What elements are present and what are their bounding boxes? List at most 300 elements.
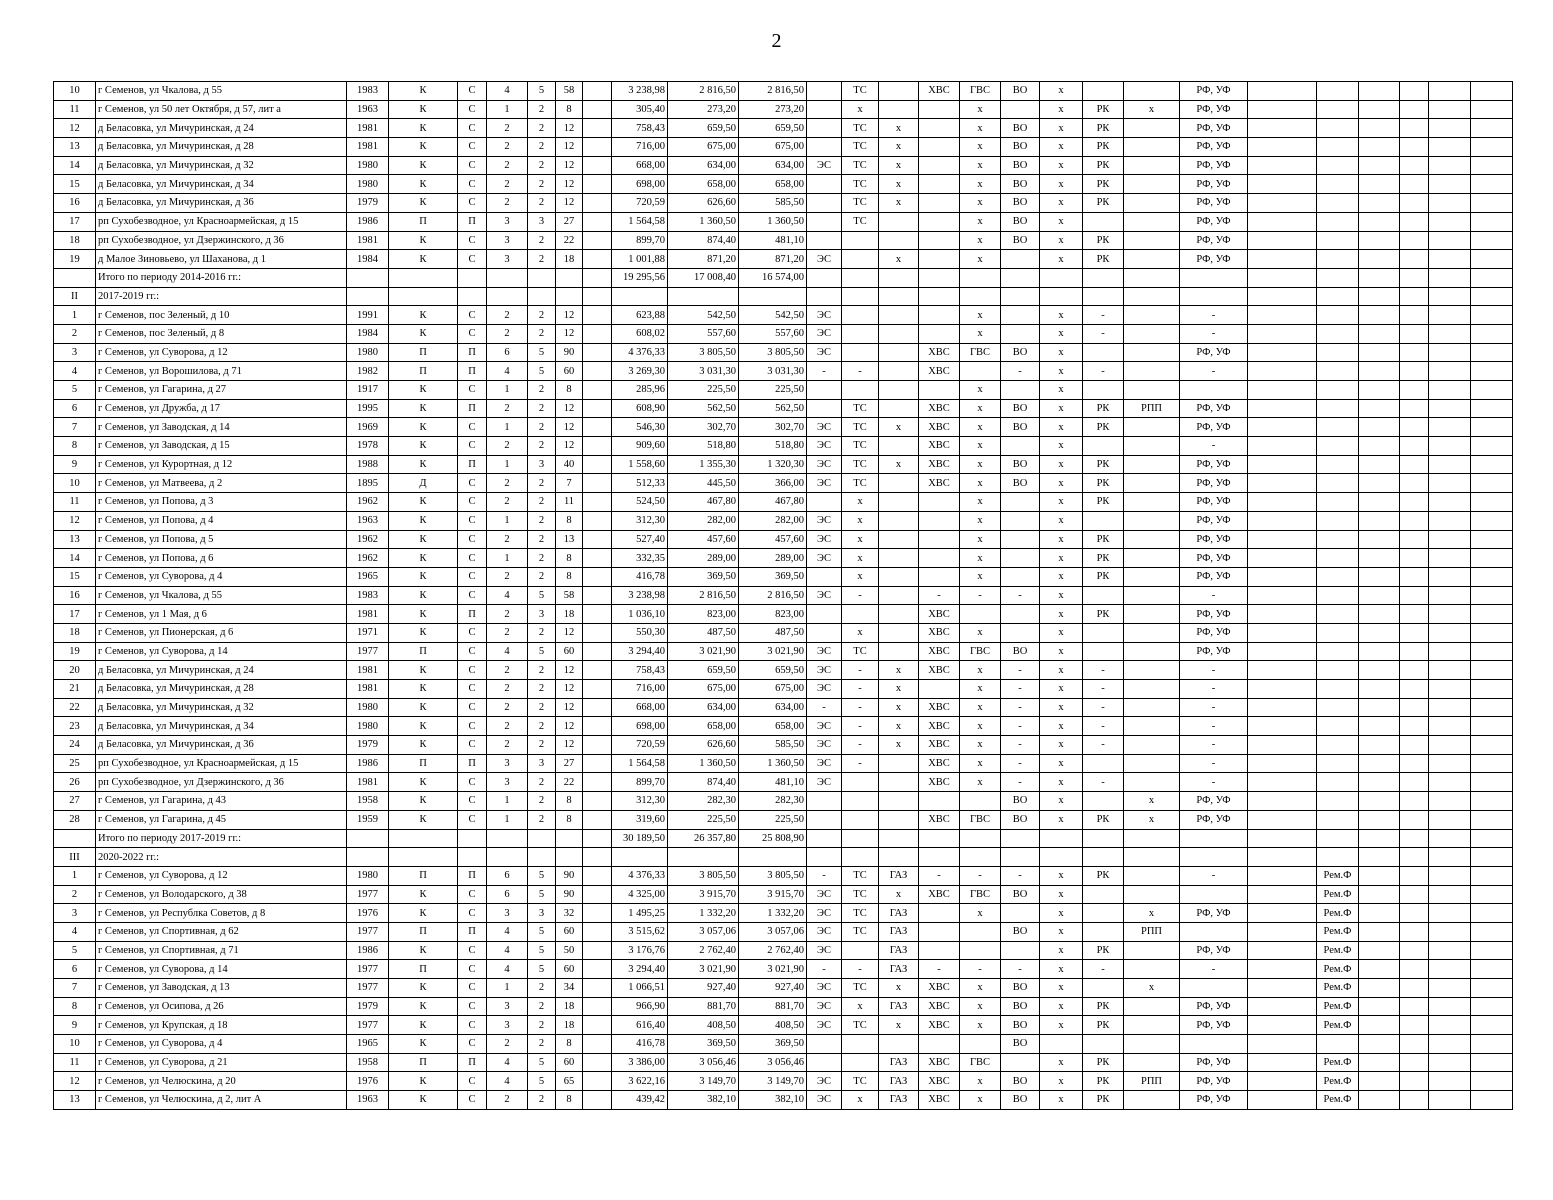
cell-elevator-works: РК (1083, 250, 1124, 269)
cell-extra-4 (1429, 960, 1471, 979)
cell-extra-4 (1429, 1053, 1471, 1072)
cell-entrances: 2 (528, 474, 556, 493)
cell-address: рп Сухобезводное, ул Дзержинского, д 36 (96, 773, 347, 792)
cell-row-number: 23 (54, 717, 96, 736)
cell-roof-type: С (458, 717, 487, 736)
cell-row-number: 9 (54, 1016, 96, 1035)
cell-extra-4 (1429, 511, 1471, 530)
cell-elevator-works (1083, 437, 1124, 456)
cell-entrances (528, 287, 556, 306)
cell-floors: 1 (487, 792, 528, 811)
cell-fund (1317, 493, 1359, 512)
cell-hot-water: х (960, 511, 1001, 530)
cell-roof-works: х (1040, 156, 1083, 175)
cell-fund (1317, 138, 1359, 157)
cell-heat-supply: - (842, 698, 879, 717)
cell-fund (1317, 698, 1359, 717)
cell-facade-works (1180, 979, 1248, 998)
cell-extra-5 (1471, 680, 1513, 699)
cell-cold-water: ХВС (919, 418, 960, 437)
cell-heat-supply: ТС (842, 437, 879, 456)
cell-roof-works: х (1040, 922, 1083, 941)
cell-extra-5 (1471, 493, 1513, 512)
cell-hot-water: х (960, 324, 1001, 343)
cell-extra-3 (1400, 848, 1429, 867)
cell-fund (1317, 474, 1359, 493)
cell-cold-water: ХВС (919, 1016, 960, 1035)
cell-heat-supply (842, 810, 879, 829)
cell-extra-2 (1359, 362, 1400, 381)
cell-extra-5 (1471, 156, 1513, 175)
cell-extra-2 (1359, 511, 1400, 530)
cell-basement-works (1124, 455, 1180, 474)
cell-sewerage (1001, 268, 1040, 287)
cell-roof-type: С (458, 381, 487, 400)
cell-hot-water: ГВС (960, 343, 1001, 362)
cell-address: д Беласовка, ул Мичуринская, д 28 (96, 680, 347, 699)
cell-extra-3 (1400, 138, 1429, 157)
table-row (54, 549, 1513, 568)
cell-extra-5 (1471, 885, 1513, 904)
cell-area-living: 626,60 (668, 194, 739, 213)
cell-fund (1317, 418, 1359, 437)
cell-hot-water: х (960, 904, 1001, 923)
spacer-cell (583, 250, 612, 269)
cell-extra-1 (1248, 549, 1317, 568)
cell-wall-material: К (389, 605, 458, 624)
cell-roof-works: х (1040, 119, 1083, 138)
cell-cold-water (919, 212, 960, 231)
cell-facade-works: - (1180, 866, 1248, 885)
cell-area-total: 899,70 (612, 773, 668, 792)
cell-extra-3 (1400, 362, 1429, 381)
cell-extra-4 (1429, 642, 1471, 661)
cell-roof-type: С (458, 474, 487, 493)
cell-roof-works: х (1040, 362, 1083, 381)
cell-roof-type: С (458, 418, 487, 437)
cell-address: г Семенов, ул Чкалова, д 55 (96, 586, 347, 605)
cell-facade-works: РФ, УФ (1180, 175, 1248, 194)
cell-power-supply: ЭС (807, 997, 842, 1016)
cell-sewerage (1001, 250, 1040, 269)
cell-year-built: 1981 (347, 119, 389, 138)
cell-year-built: 1982 (347, 362, 389, 381)
cell-power-supply: ЭС (807, 754, 842, 773)
cell-basement-works (1124, 773, 1180, 792)
cell-extra-5 (1471, 175, 1513, 194)
cell-power-supply: ЭС (807, 642, 842, 661)
cell-area-residential: 16 574,00 (739, 268, 807, 287)
cell-fund (1317, 437, 1359, 456)
cell-area-residential: 881,70 (739, 997, 807, 1016)
cell-roof-type: С (458, 810, 487, 829)
cell-row-number: 5 (54, 941, 96, 960)
cell-gas-supply: ГАЗ (879, 1091, 919, 1110)
cell-cold-water (919, 268, 960, 287)
cell-extra-5 (1471, 138, 1513, 157)
cell-hot-water: х (960, 773, 1001, 792)
cell-address: г Семенов, ул Ворошилова, д 71 (96, 362, 347, 381)
cell-area-living: 871,20 (668, 250, 739, 269)
cell-extra-2 (1359, 717, 1400, 736)
cell-entrances: 2 (528, 530, 556, 549)
cell-facade-works (1180, 829, 1248, 848)
cell-area-total: 524,50 (612, 493, 668, 512)
cell-area-total: 966,90 (612, 997, 668, 1016)
cell-floors (487, 848, 528, 867)
cell-extra-1 (1248, 586, 1317, 605)
cell-area-living: 3 031,30 (668, 362, 739, 381)
cell-power-supply: ЭС (807, 661, 842, 680)
cell-facade-works: - (1180, 960, 1248, 979)
cell-heat-supply (842, 792, 879, 811)
cell-fund (1317, 717, 1359, 736)
cell-fund (1317, 623, 1359, 642)
cell-extra-5 (1471, 399, 1513, 418)
cell-area-total (612, 848, 668, 867)
cell-year-built: 1958 (347, 792, 389, 811)
cell-extra-1 (1248, 138, 1317, 157)
cell-fund: Рем.Ф (1317, 922, 1359, 941)
cell-extra-1 (1248, 960, 1317, 979)
cell-extra-1 (1248, 381, 1317, 400)
spacer-cell (583, 268, 612, 287)
cell-extra-2 (1359, 605, 1400, 624)
cell-cold-water: ХВС (919, 399, 960, 418)
cell-area-residential: 273,20 (739, 100, 807, 119)
cell-extra-3 (1400, 194, 1429, 213)
cell-roof-type: С (458, 680, 487, 699)
cell-hot-water: х (960, 717, 1001, 736)
cell-facade-works: - (1180, 324, 1248, 343)
cell-elevator-works: РК (1083, 605, 1124, 624)
cell-hot-water (960, 287, 1001, 306)
spacer-cell (583, 549, 612, 568)
cell-elevator-works (1083, 287, 1124, 306)
cell-area-total: 550,30 (612, 623, 668, 642)
cell-floors: 2 (487, 623, 528, 642)
cell-extra-2 (1359, 792, 1400, 811)
cell-area-living: 3 021,90 (668, 642, 739, 661)
cell-fund (1317, 287, 1359, 306)
cell-area-total: 698,00 (612, 175, 668, 194)
spacer-cell (583, 1053, 612, 1072)
cell-cold-water (919, 231, 960, 250)
cell-area-living: 881,70 (668, 997, 739, 1016)
cell-address: г Семенов, пос Зеленый, д 10 (96, 306, 347, 325)
cell-extra-2 (1359, 138, 1400, 157)
cell-row-number (54, 829, 96, 848)
cell-row-number: 12 (54, 119, 96, 138)
cell-basement-works: РПП (1124, 1072, 1180, 1091)
cell-heat-supply (842, 343, 879, 362)
cell-row-number: 16 (54, 586, 96, 605)
cell-facade-works: РФ, УФ (1180, 549, 1248, 568)
cell-address: г Семенов, ул Матвеева, д 2 (96, 474, 347, 493)
cell-extra-2 (1359, 642, 1400, 661)
cell-basement-works: х (1124, 904, 1180, 923)
cell-row-number: 13 (54, 530, 96, 549)
cell-extra-2 (1359, 493, 1400, 512)
cell-fund (1317, 511, 1359, 530)
cell-year-built: 1983 (347, 586, 389, 605)
cell-extra-2 (1359, 530, 1400, 549)
cell-roof-type: С (458, 511, 487, 530)
table-row (54, 231, 1513, 250)
cell-sewerage (1001, 306, 1040, 325)
cell-area-residential: 3 805,50 (739, 343, 807, 362)
cell-extra-5 (1471, 1035, 1513, 1054)
cell-sewerage: ВО (1001, 418, 1040, 437)
cell-sewerage: - (1001, 698, 1040, 717)
cell-extra-1 (1248, 82, 1317, 101)
cell-hot-water (960, 268, 1001, 287)
cell-year-built: 1958 (347, 1053, 389, 1072)
cell-gas-supply (879, 754, 919, 773)
cell-year-built: 1984 (347, 324, 389, 343)
cell-extra-1 (1248, 623, 1317, 642)
cell-sewerage (1001, 941, 1040, 960)
cell-extra-1 (1248, 343, 1317, 362)
cell-entrances: 2 (528, 979, 556, 998)
cell-gas-supply (879, 642, 919, 661)
cell-roof-type: С (458, 736, 487, 755)
cell-sewerage: - (1001, 717, 1040, 736)
cell-power-supply (807, 792, 842, 811)
cell-area-total: 758,43 (612, 119, 668, 138)
cell-hot-water: ГВС (960, 1053, 1001, 1072)
cell-extra-3 (1400, 381, 1429, 400)
cell-hot-water: х (960, 194, 1001, 213)
cell-hot-water: х (960, 156, 1001, 175)
cell-extra-4 (1429, 922, 1471, 941)
cell-basement-works: х (1124, 810, 1180, 829)
cell-wall-material (389, 829, 458, 848)
table-row (54, 493, 1513, 512)
cell-area-residential: 3 915,70 (739, 885, 807, 904)
cell-extra-2 (1359, 960, 1400, 979)
cell-fund: Рем.Ф (1317, 1016, 1359, 1035)
cell-fund (1317, 119, 1359, 138)
table-row (54, 922, 1513, 941)
table-row (54, 997, 1513, 1016)
cell-extra-5 (1471, 119, 1513, 138)
cell-area-total: 3 269,30 (612, 362, 668, 381)
cell-power-supply: ЭС (807, 324, 842, 343)
cell-cold-water (919, 119, 960, 138)
cell-elevator-works: - (1083, 773, 1124, 792)
cell-entrances: 3 (528, 212, 556, 231)
cell-sewerage (1001, 567, 1040, 586)
cell-floors: 2 (487, 530, 528, 549)
cell-area-total: 720,59 (612, 736, 668, 755)
cell-heat-supply: х (842, 623, 879, 642)
cell-wall-material (389, 848, 458, 867)
cell-entrances: 3 (528, 605, 556, 624)
cell-area-residential: 585,50 (739, 736, 807, 755)
cell-extra-5 (1471, 866, 1513, 885)
cell-facade-works: РФ, УФ (1180, 493, 1248, 512)
cell-extra-1 (1248, 941, 1317, 960)
cell-apartments: 27 (556, 754, 583, 773)
spacer-cell (583, 175, 612, 194)
cell-area-living: 675,00 (668, 138, 739, 157)
cell-power-supply (807, 399, 842, 418)
cell-elevator-works (1083, 848, 1124, 867)
cell-floors: 2 (487, 138, 528, 157)
cell-power-supply: ЭС (807, 530, 842, 549)
cell-row-number: III (54, 848, 96, 867)
cell-sewerage: ВО (1001, 231, 1040, 250)
cell-extra-1 (1248, 642, 1317, 661)
cell-sewerage: - (1001, 866, 1040, 885)
cell-hot-water: х (960, 231, 1001, 250)
cell-cold-water: ХВС (919, 623, 960, 642)
cell-elevator-works: РК (1083, 1053, 1124, 1072)
cell-area-total: 4 376,33 (612, 866, 668, 885)
cell-apartments: 60 (556, 960, 583, 979)
cell-roof-works: х (1040, 138, 1083, 157)
cell-address: д Беласовка, ул Мичуринская, д 34 (96, 717, 347, 736)
cell-gas-supply: х (879, 156, 919, 175)
table-row (54, 194, 1513, 213)
cell-sewerage: ВО (1001, 1035, 1040, 1054)
cell-entrances: 5 (528, 1072, 556, 1091)
cell-area-total: 312,30 (612, 792, 668, 811)
cell-area-living: 1 360,50 (668, 754, 739, 773)
cell-apartments: 58 (556, 586, 583, 605)
cell-hot-water: х (960, 418, 1001, 437)
cell-gas-supply: х (879, 455, 919, 474)
cell-basement-works (1124, 156, 1180, 175)
cell-apartments: 8 (556, 810, 583, 829)
cell-roof-works: х (1040, 754, 1083, 773)
cell-entrances: 2 (528, 100, 556, 119)
cell-cold-water (919, 306, 960, 325)
cell-gas-supply (879, 100, 919, 119)
cell-area-total: 1 564,58 (612, 212, 668, 231)
cell-area-living: 26 357,80 (668, 829, 739, 848)
cell-cold-water (919, 941, 960, 960)
cell-heat-supply: - (842, 362, 879, 381)
cell-hot-water: - (960, 586, 1001, 605)
cell-apartments: 60 (556, 362, 583, 381)
cell-extra-1 (1248, 885, 1317, 904)
cell-row-number: 15 (54, 175, 96, 194)
cell-fund: Рем.Ф (1317, 885, 1359, 904)
cell-extra-4 (1429, 156, 1471, 175)
cell-wall-material: К (389, 324, 458, 343)
cell-extra-2 (1359, 474, 1400, 493)
cell-facade-works: РФ, УФ (1180, 399, 1248, 418)
cell-roof-type: С (458, 156, 487, 175)
cell-area-total: 527,40 (612, 530, 668, 549)
cell-elevator-works: РК (1083, 418, 1124, 437)
table-row (54, 175, 1513, 194)
cell-extra-2 (1359, 455, 1400, 474)
cell-basement-works (1124, 511, 1180, 530)
cell-area-residential: 634,00 (739, 156, 807, 175)
cell-apartments: 12 (556, 736, 583, 755)
cell-apartments: 8 (556, 792, 583, 811)
cell-apartments: 8 (556, 511, 583, 530)
table-row (54, 156, 1513, 175)
cell-elevator-works (1083, 979, 1124, 998)
cell-wall-material: К (389, 1072, 458, 1091)
cell-row-number: 10 (54, 474, 96, 493)
cell-row-number: 2 (54, 324, 96, 343)
cell-cold-water (919, 1035, 960, 1054)
spacer-cell (583, 979, 612, 998)
cell-extra-3 (1400, 212, 1429, 231)
cell-address: рп Сухобезводное, ул Дзержинского, д 36 (96, 231, 347, 250)
cell-power-supply: ЭС (807, 586, 842, 605)
cell-wall-material: К (389, 119, 458, 138)
cell-cold-water: ХВС (919, 885, 960, 904)
cell-roof-type: П (458, 455, 487, 474)
cell-entrances: 2 (528, 119, 556, 138)
cell-cold-water: ХВС (919, 437, 960, 456)
cell-extra-1 (1248, 418, 1317, 437)
cell-facade-works: - (1180, 680, 1248, 699)
cell-facade-works: РФ, УФ (1180, 1072, 1248, 1091)
cell-heat-supply: ТС (842, 866, 879, 885)
cell-year-built: 1980 (347, 343, 389, 362)
cell-cold-water: ХВС (919, 773, 960, 792)
cell-fund: Рем.Ф (1317, 904, 1359, 923)
cell-basement-works: х (1124, 792, 1180, 811)
cell-heat-supply: - (842, 586, 879, 605)
cell-gas-supply (879, 399, 919, 418)
cell-power-supply: ЭС (807, 736, 842, 755)
table-row (54, 567, 1513, 586)
cell-heat-supply (842, 1053, 879, 1072)
cell-year-built: 1991 (347, 306, 389, 325)
cell-area-total: 312,30 (612, 511, 668, 530)
cell-elevator-works (1083, 212, 1124, 231)
cell-elevator-works: - (1083, 362, 1124, 381)
cell-area-residential: 3 057,06 (739, 922, 807, 941)
cell-cold-water: - (919, 960, 960, 979)
cell-address: г Семенов, ул Суворова, д 12 (96, 343, 347, 362)
cell-sewerage: ВО (1001, 1016, 1040, 1035)
spacer-cell (583, 698, 612, 717)
cell-extra-3 (1400, 156, 1429, 175)
cell-facade-works: РФ, УФ (1180, 1016, 1248, 1035)
cell-row-number: 17 (54, 212, 96, 231)
cell-extra-1 (1248, 212, 1317, 231)
cell-elevator-works: РК (1083, 997, 1124, 1016)
cell-area-living: 3 149,70 (668, 1072, 739, 1091)
cell-elevator-works: РК (1083, 549, 1124, 568)
cell-basement-works (1124, 175, 1180, 194)
cell-power-supply (807, 605, 842, 624)
cell-wall-material: К (389, 680, 458, 699)
table-row (54, 754, 1513, 773)
cell-wall-material: К (389, 156, 458, 175)
cell-entrances: 2 (528, 1016, 556, 1035)
table-row (54, 623, 1513, 642)
cell-sewerage: - (1001, 754, 1040, 773)
cell-extra-5 (1471, 362, 1513, 381)
cell-address: г Семенов, пос Зеленый, д 8 (96, 324, 347, 343)
cell-gas-supply: х (879, 680, 919, 699)
cell-extra-4 (1429, 754, 1471, 773)
cell-roof-works: х (1040, 231, 1083, 250)
cell-row-number: 14 (54, 549, 96, 568)
cell-address: г Семенов, ул 1 Мая, д 6 (96, 605, 347, 624)
cell-sewerage (1001, 100, 1040, 119)
